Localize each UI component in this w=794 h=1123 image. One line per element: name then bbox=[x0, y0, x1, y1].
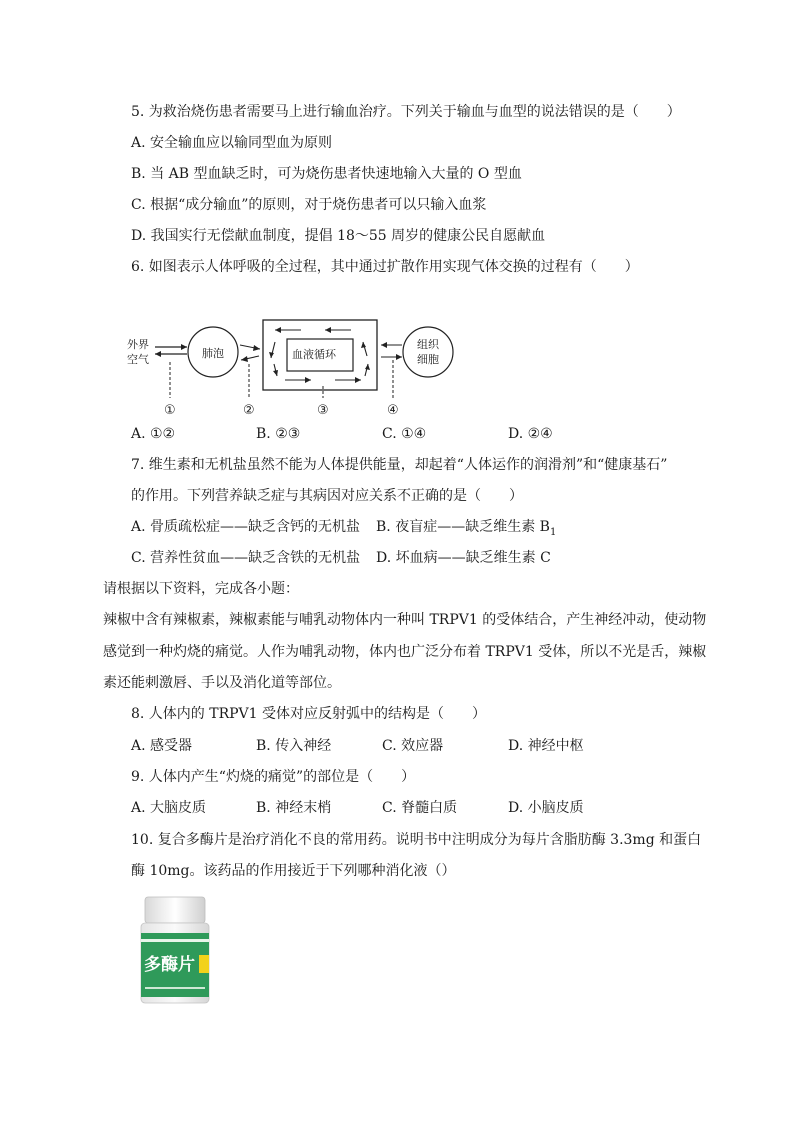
q7-option-b: B. 夜盲症——缺乏维生素 $B_1$ bbox=[376, 519, 557, 538]
q7-option-d: D. 坏血病——缺乏维生素 C bbox=[376, 550, 551, 566]
tissue-cell-circle bbox=[403, 327, 453, 377]
q6-option-b: B. ②③ bbox=[256, 426, 301, 442]
q8-option-b: B. 传入神经 bbox=[256, 738, 332, 754]
label-3: ③ bbox=[317, 403, 329, 418]
q6-stem: 6. 如图表示人体呼吸的全过程，其中通过扩散作用实现气体交换的过程有（ ） bbox=[131, 259, 639, 275]
q8-option-c: C. 效应器 bbox=[382, 738, 444, 754]
outside-air-label-1: 外界 bbox=[127, 338, 149, 351]
q9-option-c: C. 脊髓白质 bbox=[382, 800, 458, 816]
q9-option-a: A. 大脑皮质 bbox=[131, 800, 207, 816]
q6-option-a: A. ①② bbox=[131, 426, 176, 442]
tissue-label-2: 细胞 bbox=[417, 353, 439, 366]
outside-air-label-2: 空气 bbox=[127, 353, 149, 366]
bottle-cap bbox=[145, 897, 205, 923]
label-2: ② bbox=[243, 403, 255, 418]
q7-option-c: C. 营养性贫血——缺乏含铁的无机盐 bbox=[131, 550, 361, 566]
q5-option-d: D. 我国实行无偿献血制度，提倡 18～55 周岁的健康公民自愿献血 bbox=[131, 228, 546, 244]
q8-option-a: A. 感受器 bbox=[131, 738, 193, 754]
q9-option-d: D. 小脑皮质 bbox=[508, 800, 584, 816]
medicine-bottle-image bbox=[135, 895, 215, 1005]
q5-option-a: A. 安全输血应以输同型血为原则 bbox=[131, 135, 333, 151]
q10-stem-line2: 酶 10mg。该药品的作用接近于下列哪种消化液（） bbox=[131, 863, 456, 879]
bottle-label-text: 多酶片 bbox=[144, 955, 195, 975]
material-intro: 请根据以下资料，完成各小题： bbox=[103, 581, 299, 597]
q7-option-a: A. 骨质疏松症——缺乏含钙的无机盐 bbox=[131, 519, 361, 535]
q5-option-c: C. 根据“成分输血”的原则，对于烧伤患者可以只输入血浆 bbox=[131, 197, 487, 213]
q6-option-d: D. ②④ bbox=[508, 426, 553, 442]
respiration-diagram bbox=[125, 312, 465, 424]
q5-stem: 5. 为救治烧伤患者需要马上进行输血治疗。下列关于输血与血型的说法错误的是（ ） bbox=[131, 104, 681, 120]
q9-option-b: B. 神经末梢 bbox=[256, 800, 332, 816]
label-1: ① bbox=[164, 403, 176, 418]
material-line1: 辣椒中含有辣椒素，辣椒素能与哺乳动物体内一种叫 TRPV1 的受体结合，产生神经冲动，使动物 bbox=[103, 612, 707, 628]
q8-stem: 8. 人体内的 TRPV1 受体对应反射弧中的结构是（ ） bbox=[131, 706, 487, 722]
q8-option-d: D. 神经中枢 bbox=[508, 738, 584, 754]
q7-stem-line2: 的作用。下列营养缺乏症与其病因对应关系不正确的是（ ） bbox=[131, 488, 523, 504]
circulation-label: 血液循环 bbox=[292, 348, 336, 361]
label-4: ④ bbox=[387, 403, 399, 418]
q6-option-c: C. ①④ bbox=[382, 426, 427, 442]
q9-stem: 9. 人体内产生“灼烧的痛觉”的部位是（ ） bbox=[131, 769, 416, 785]
q10-stem-line1: 10. 复合多酶片是治疗消化不良的常用药。说明书中注明成分为每片含脂肪酶 3.3mg 和蛋白 bbox=[131, 832, 702, 848]
alveoli-label: 肺泡 bbox=[202, 347, 224, 360]
material-line2: 感觉到一种灼烧的痛觉。人作为哺乳动物，体内也广泛分布着 TRPV1 受体，所以不光是舌，辣椒 bbox=[103, 644, 707, 660]
q7-stem-line1: 7. 维生素和无机盐虽然不能为人体提供能量，却起着“人体运作的润滑剂”和“健康基石” bbox=[131, 457, 668, 473]
q5-option-b: B. 当 AB 型血缺乏时，可为烧伤患者快速地输入大量的 O 型血 bbox=[131, 166, 522, 182]
material-line3: 素还能刺激唇、手以及消化道等部位。 bbox=[103, 675, 341, 691]
tissue-label-1: 组织 bbox=[417, 338, 439, 351]
